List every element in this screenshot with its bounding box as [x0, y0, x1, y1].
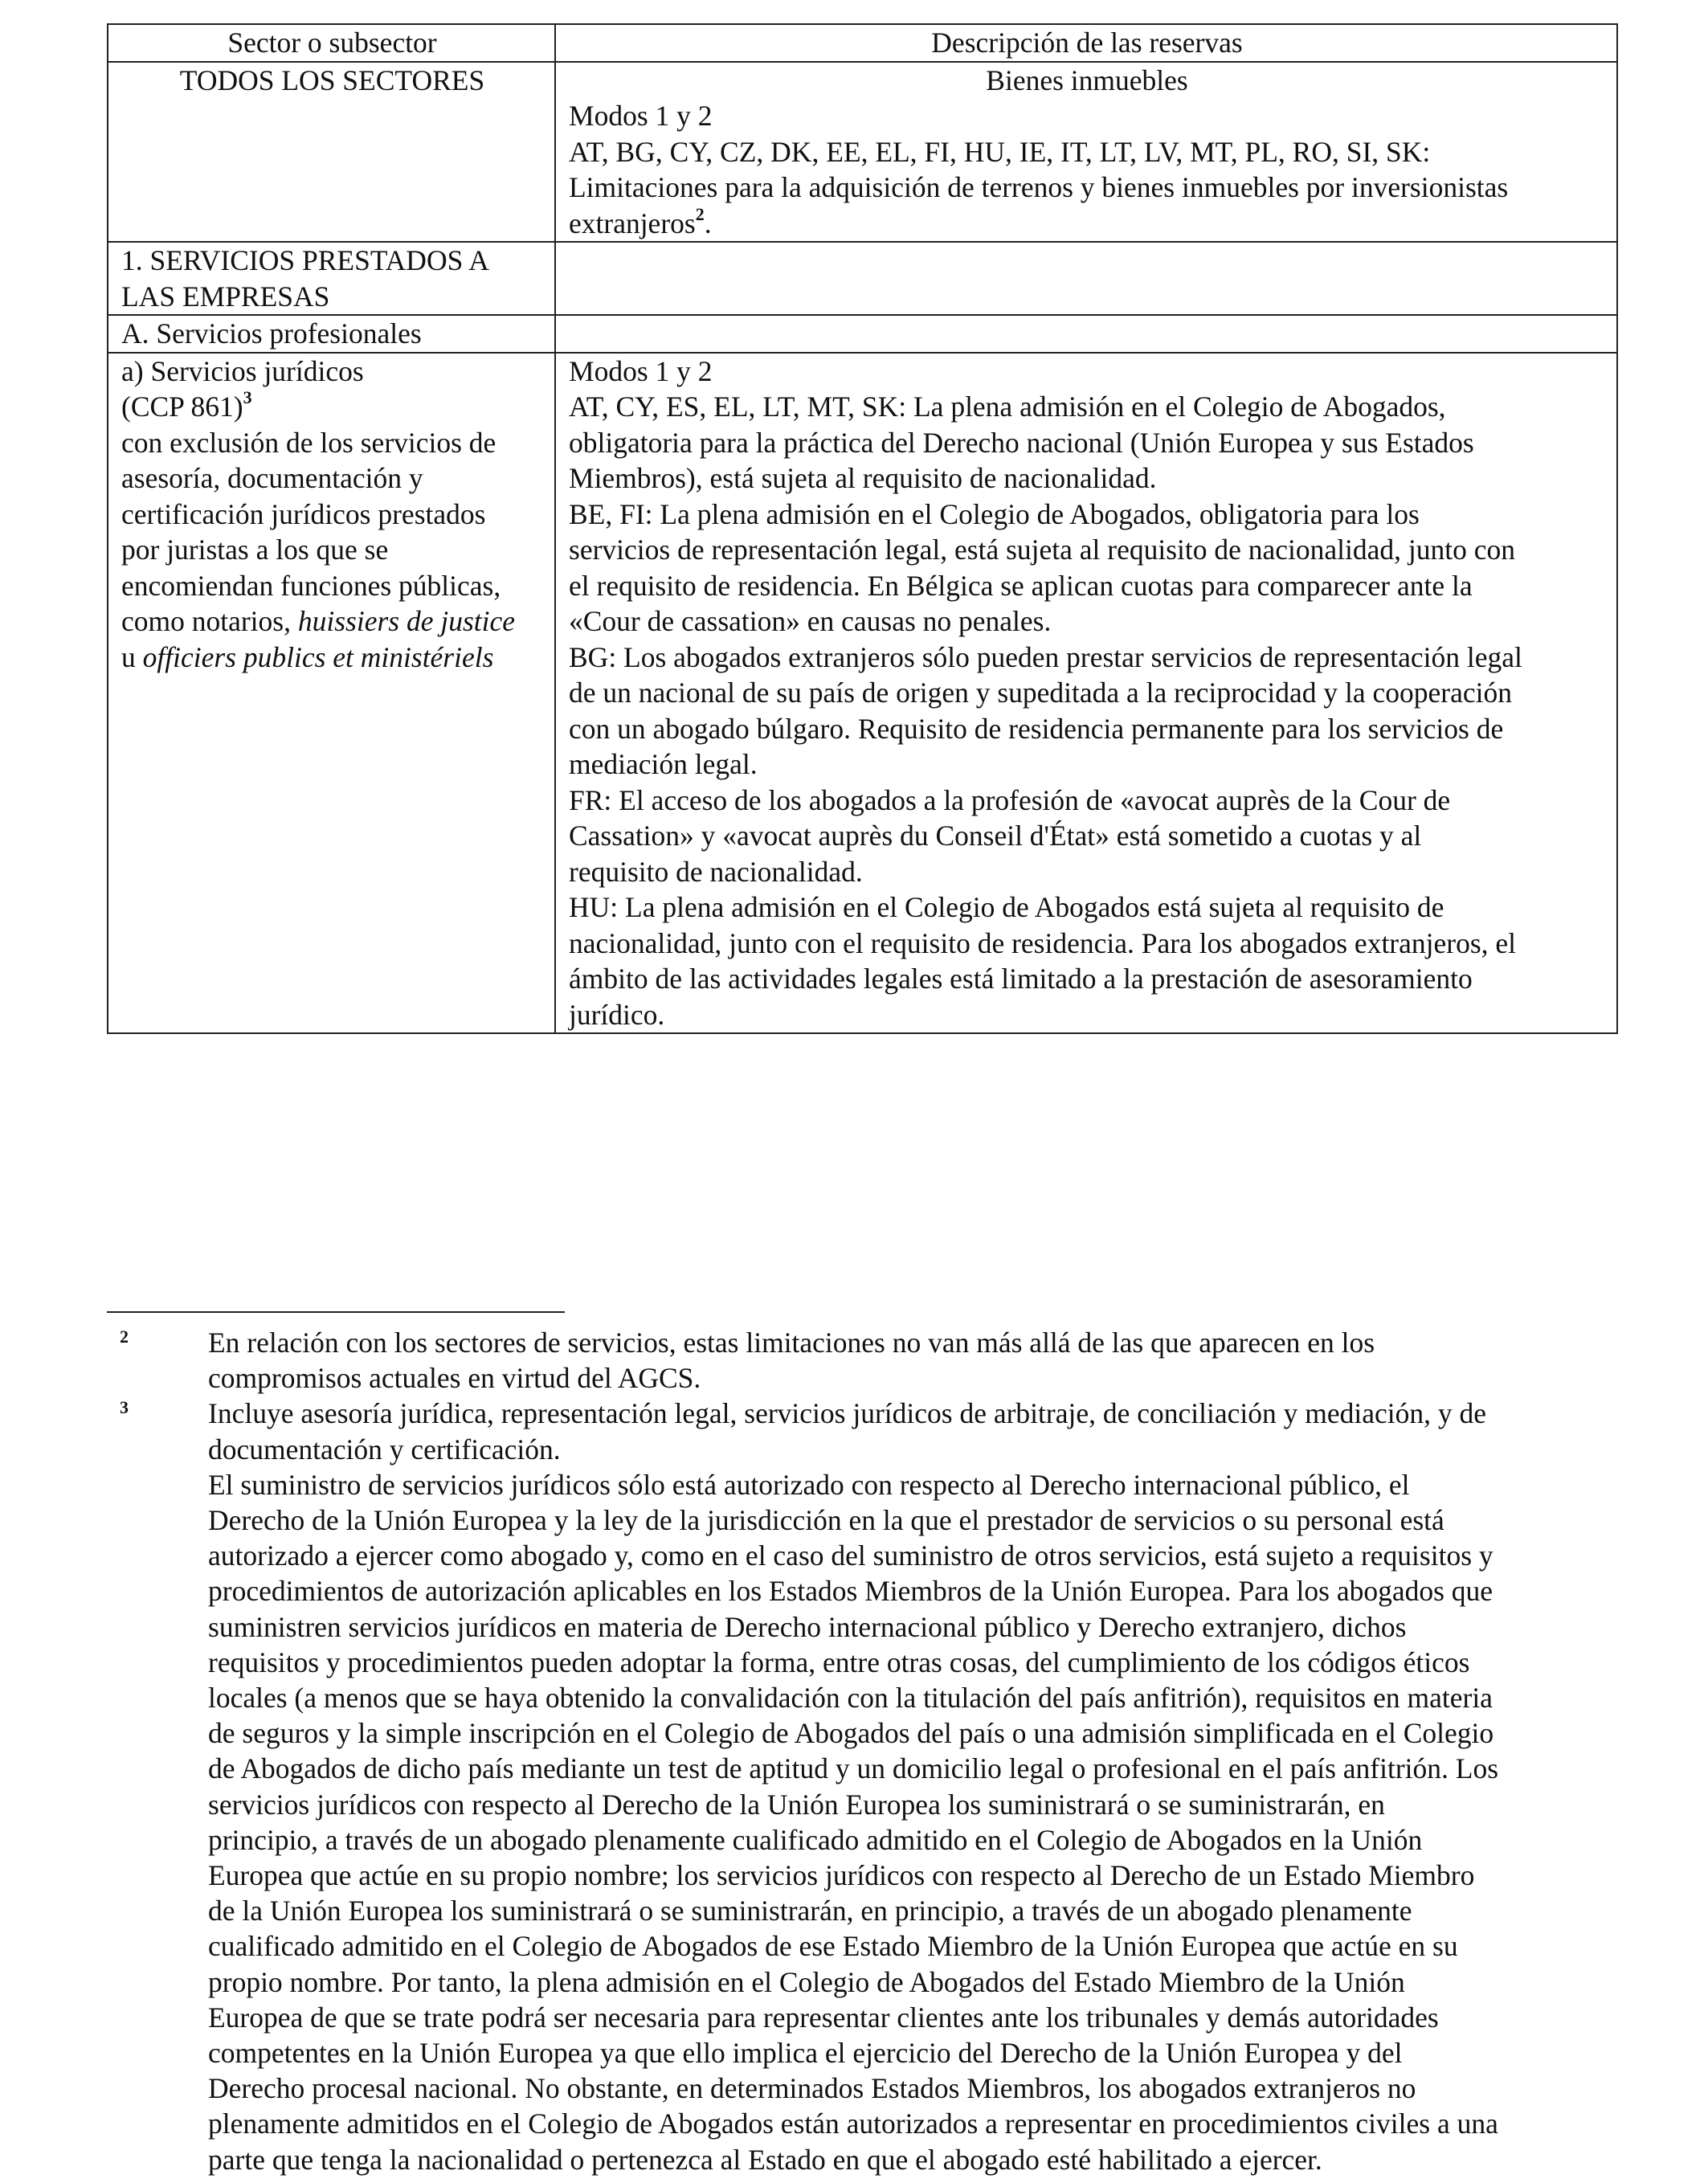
footnote-line: competentes en la Unión Europea ya que ello implica el ejercicio del Derecho de la Unión Europea y del [208, 2037, 1403, 2070]
modes-label: Modos 1 y 2 [569, 100, 713, 132]
description-line: Miembros), está sujeta al requisito de nacionalidad. [569, 462, 1157, 494]
footnote-line: cualificado admitido en el Colegio de Abogados de ese Estado Miembro de la Unión Europea que actúe en su [208, 1930, 1458, 1963]
footnote-number: 2 [120, 1327, 129, 1347]
sector-line: certificación jurídicos prestados [121, 497, 486, 530]
notarios-text: como notarios, [121, 605, 298, 637]
reservations-table [107, 23, 1618, 1034]
table-row-all-sectors [108, 62, 1617, 243]
limitation-text-end [569, 203, 1605, 242]
description-line: «Cour de cassation» en causas no penales. [569, 605, 1052, 637]
footnote-line: procedimientos de autorización aplicables en los Estados Miembros de la Unión Europea. Para los abogados que [208, 1575, 1493, 1608]
footnote-line: suministren servicios jurídicos en materia de Derecho internacional público y Derecho extranjero, dichos [208, 1610, 1407, 1643]
footnote-line: Incluye asesoría jurídica, representación legal, servicios jurídicos de arbitraje, de conciliación y mediación, y de [208, 1397, 1486, 1430]
section-1-empty [555, 242, 1617, 315]
countries-list: AT, BG, CY, CZ, DK, EE, EL, FI, HU, IE, IT, LT, LV, MT, PL, RO, SI, SK: [569, 135, 1431, 168]
officiers-italic: officiers publics et ministériels [142, 640, 494, 673]
footnote-line: plenamente admitidos en el Colegio de Abogados están autorizados a representar en procedimientos civiles a una [208, 2107, 1498, 2140]
footnote-line: servicios jurídicos con respecto al Derecho de la Unión Europea los suministrará o se suministrarán, en [208, 1788, 1385, 1821]
footnote-line: En relación con los sectores de servicios, estas limitaciones no van más allá de las que aparecen en los [208, 1327, 1375, 1359]
subtitle-bienes-inmuebles: Bienes inmuebles [986, 63, 1188, 96]
sector-line-ccp [121, 389, 543, 425]
footnote-line: Europea de que se trate podrá ser necesaria para representar clientes ante los tribunales y demás autoridades [208, 2001, 1439, 2034]
description-line: jurídico. [569, 998, 665, 1031]
sector-all: TODOS LOS SECTORES [108, 62, 555, 243]
footnote-line: El suministro de servicios jurídicos sólo está autorizado con respecto al Derecho internacional público, el [208, 1468, 1410, 1501]
sector-line: asesoría, documentación y [121, 462, 423, 494]
footnote-ref-3[interactable]: 3 [243, 387, 252, 408]
description-line: ámbito de las actividades legales está limitado a la prestación de asesoramiento [569, 963, 1473, 995]
description-line: mediación legal. [569, 748, 758, 780]
section-a-empty [555, 315, 1617, 353]
table-row-section-a [108, 315, 1617, 353]
description-line: AT, CY, ES, EL, LT, MT, SK: La plena admisión en el Colegio de Abogados, [569, 390, 1446, 423]
ccp-code: (CCP 861) [121, 390, 243, 423]
sector-line: a) Servicios jurídicos [121, 354, 364, 387]
footnote-separator [107, 1311, 565, 1313]
limitation-text: Limitaciones para la adquisición de terrenos y bienes inmuebles por inversionistas [569, 171, 1509, 203]
description-line: de un nacional de su país de origen y supeditada a la reciprocidad y la cooperación [569, 677, 1512, 709]
description-line: nacionalidad, junto con el requisito de residencia. Para los abogados extranjeros, el [569, 926, 1517, 959]
footnote-line: de seguros y la simple inscripción en el Colegio de Abogados del país o una admisión simplificada en el Colegio [208, 1717, 1494, 1750]
legal-services-description [555, 353, 1617, 1034]
description-line: Cassation» y «avocat auprès du Conseil d'État» está sometido a cuotas y al [569, 820, 1422, 852]
description-line: con un abogado búlgaro. Requisito de residencia permanente para los servicios de [569, 712, 1504, 745]
section-a-title: A. Servicios profesionales [108, 315, 555, 353]
footnote-line: documentación y certificación. [208, 1433, 561, 1466]
table-row-section-1 [108, 242, 1617, 315]
section-1-title [108, 242, 555, 315]
description-line: BG: Los abogados extranjeros sólo pueden prestar servicios de representación legal [569, 640, 1522, 673]
footnote-line: Derecho de la Unión Europea y la ley de la jurisdicción en la que el prestador de servicios o su personal está [208, 1504, 1444, 1537]
section-1-line2: LAS EMPRESAS [121, 280, 330, 313]
description-line: Modos 1 y 2 [569, 354, 713, 387]
limitation-text-continuation: extranjeros [569, 206, 696, 239]
header-sector: Sector o subsector [108, 24, 555, 62]
sector-line-officiers [121, 640, 543, 676]
sector-line: encomiendan funciones públicas, [121, 569, 501, 602]
footnote-line: propio nombre. Por tanto, la plena admisión en el Colegio de Abogados del Estado Miembro de la Unión [208, 1965, 1405, 1998]
footnote-line: Derecho procesal nacional. No obstante, en determinados Estados Miembros, los abogados extranjeros no [208, 2072, 1416, 2105]
footnote-line: de la Unión Europea los suministrará o se suministrarán, en principio, a través de un abogado plenamente [208, 1895, 1412, 1927]
table-header-row [108, 24, 1617, 62]
period: . [704, 206, 712, 239]
header-description: Descripción de las reservas [555, 24, 1617, 62]
footnote-3 [107, 1396, 1617, 2177]
footnote-line: parte que tenga la nacionalidad o pertenezca al Estado en que el abogado esté habilitado a ejercer. [208, 2143, 1322, 2176]
footnote-line: compromisos actuales en virtud del AGCS. [208, 1362, 701, 1395]
description-line: BE, FI: La plena admisión en el Colegio de Abogados, obligatoria para los [569, 497, 1420, 530]
footnote-line: de Abogados de dicho país mediante un test de aptitud y un domicilio legal o profesional en el país anfitrión. Los [208, 1752, 1499, 1785]
footnotes [107, 1325, 1617, 2177]
sector-line-notarios [121, 603, 543, 640]
description-line: obligatoria para la práctica del Derecho nacional (Unión Europea y sus Estados [569, 426, 1474, 459]
footnote-number: 3 [120, 1397, 129, 1418]
footnote-line: locales (a menos que se haya obtenido la convalidación con la titulación del país anfitrión), requisitos en materia [208, 1682, 1493, 1715]
huissiers-italic: huissiers de justice [297, 605, 516, 637]
description-line: servicios de representación legal, está sujeta al requisito de nacionalidad, junto con [569, 533, 1515, 566]
description-line: el requisito de residencia. En Bélgica se aplican cuotas para comparecer ante la [569, 569, 1473, 602]
section-1-line1: 1. SERVICIOS PRESTADOS A [121, 244, 489, 276]
table-row-legal-services [108, 353, 1617, 1034]
sector-line: con exclusión de los servicios de [121, 426, 496, 459]
legal-services-sector [108, 353, 555, 1034]
footnote-line: Europea que actúe en su propio nombre; los servicios jurídicos con respecto al Derecho de un Estado Miembro [208, 1859, 1475, 1892]
footnote-line: requisitos y procedimientos pueden adoptar la forma, entre otras cosas, del cumplimiento de los códigos éticos [208, 1645, 1470, 1678]
footnote-line: autorizado a ejercer como abogado y, como en el caso del suministro de otros servicios, está sujeto a requisitos y [208, 1539, 1493, 1572]
u-text: u [121, 640, 143, 673]
footnote-ref-2[interactable]: 2 [695, 203, 705, 224]
description-line: FR: El acceso de los abogados a la profesión de «avocat auprès de la Cour de [569, 783, 1451, 816]
description-all [555, 62, 1617, 243]
footnote-2 [107, 1325, 1617, 1396]
sector-line: por juristas a los que se [121, 533, 389, 566]
description-line: HU: La plena admisión en el Colegio de Abogados está sujeta al requisito de [569, 891, 1444, 923]
description-line: requisito de nacionalidad. [569, 855, 863, 888]
footnote-line: principio, a través de un abogado plenamente cualificado admitido en el Colegio de Abogados en la Unión [208, 1823, 1423, 1856]
